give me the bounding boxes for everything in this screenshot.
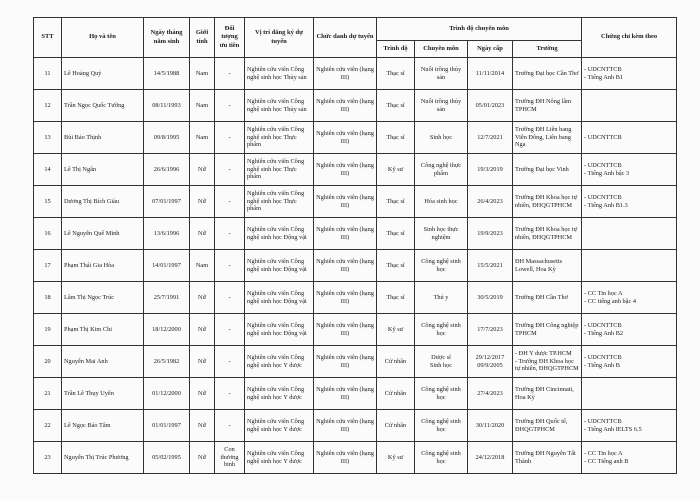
cell-priority: - bbox=[215, 346, 245, 378]
cell-dob: 26/6/1996 bbox=[144, 154, 190, 186]
cell-stt: 20 bbox=[34, 346, 62, 378]
cell-priority: - bbox=[215, 282, 245, 314]
cell-major: Nuôi trồng thủy sản bbox=[415, 58, 468, 90]
cell-dob: 18/12/2000 bbox=[144, 314, 190, 346]
table-row bbox=[34, 218, 677, 250]
cell-stt: 11 bbox=[34, 58, 62, 90]
cell-date: 15/5/2021 bbox=[468, 250, 513, 282]
cell-title: Nghiên cứu viên (hạng III) bbox=[314, 218, 377, 250]
cell-level: Thạc sĩ bbox=[377, 186, 415, 218]
cell-certs: - CC Tin học A - CC Tiếng anh B bbox=[582, 442, 677, 474]
cell-position: Nghiên cứu viên Công nghệ sinh học Động vật bbox=[245, 250, 314, 282]
cell-dob: 05/02/1995 bbox=[144, 442, 190, 474]
cell-stt: 16 bbox=[34, 218, 62, 250]
cell-school: Trường ĐH Cần Thơ bbox=[513, 282, 582, 314]
table-row bbox=[34, 90, 677, 122]
cell-priority: - bbox=[215, 154, 245, 186]
table-row bbox=[34, 314, 677, 346]
cell-gender: Nữ bbox=[190, 378, 215, 410]
table-row bbox=[34, 346, 677, 378]
cell-name: Lê Ngọc Bảo Tâm bbox=[62, 410, 144, 442]
cell-major: Công nghệ thực phẩm bbox=[415, 154, 468, 186]
cell-priority: - bbox=[215, 314, 245, 346]
cell-level: Thạc sĩ bbox=[377, 218, 415, 250]
cell-date: 11/11/2014 bbox=[468, 58, 513, 90]
cell-school: Trường ĐH Liên bang Viễn Đông, Liên bang Nga bbox=[513, 122, 582, 154]
cell-dob: 01/01/1997 bbox=[144, 410, 190, 442]
header-title: Chức danh dự tuyển bbox=[314, 18, 377, 58]
cell-level: Kỹ sư bbox=[377, 154, 415, 186]
cell-major: Sinh học thực nghiệm bbox=[415, 218, 468, 250]
header-name: Họ và tên bbox=[62, 18, 144, 58]
cell-certs: - UDCNTTCB - Tiếng Anh bậc 3 bbox=[582, 154, 677, 186]
cell-name: Lê Nguyễn Quế Minh bbox=[62, 218, 144, 250]
cell-stt: 21 bbox=[34, 378, 62, 410]
cell-priority: - bbox=[215, 410, 245, 442]
cell-gender: Nữ bbox=[190, 442, 215, 474]
cell-date: 19/3/2019 bbox=[468, 154, 513, 186]
cell-school: Trường Đại học Cần Thơ bbox=[513, 58, 582, 90]
cell-major: Hóa sinh học bbox=[415, 186, 468, 218]
cell-dob: 09/8/1995 bbox=[144, 122, 190, 154]
cell-gender: Nam bbox=[190, 122, 215, 154]
cell-certs bbox=[582, 250, 677, 282]
cell-school: Trường ĐH Cincinnati, Hoa Kỳ bbox=[513, 378, 582, 410]
cell-title: Nghiên cứu viên (hạng III) bbox=[314, 282, 377, 314]
cell-date: 30/11/2020 bbox=[468, 410, 513, 442]
cell-priority: - bbox=[215, 90, 245, 122]
cell-gender: Nữ bbox=[190, 346, 215, 378]
cell-dob: 07/01/1997 bbox=[144, 186, 190, 218]
cell-major: Nuôi trồng thủy sản bbox=[415, 90, 468, 122]
cell-priority: - bbox=[215, 186, 245, 218]
cell-school: Trường Đại học Vinh bbox=[513, 154, 582, 186]
cell-school: Trường ĐH Nông lâm TPHCM bbox=[513, 90, 582, 122]
cell-certs: - UDCNTTCB bbox=[582, 122, 677, 154]
cell-certs: - UDCNTTCB - Tiếng Anh B1.3 bbox=[582, 186, 677, 218]
cell-major: Sinh học bbox=[415, 122, 468, 154]
cell-certs bbox=[582, 90, 677, 122]
cell-level: Cử nhân bbox=[377, 410, 415, 442]
header-date: Ngày cấp bbox=[468, 41, 513, 58]
cell-dob: 13/6/1996 bbox=[144, 218, 190, 250]
cell-date: 30/5/2019 bbox=[468, 282, 513, 314]
cell-dob: 14/5/1988 bbox=[144, 58, 190, 90]
cell-position: Nghiên cứu viên Công nghệ sinh học Y dược bbox=[245, 346, 314, 378]
cell-priority: - bbox=[215, 218, 245, 250]
cell-name: Phạm Thị Kim Chi bbox=[62, 314, 144, 346]
cell-school: Trường ĐH Khoa học tự nhiên, ĐHQGTPHCM bbox=[513, 218, 582, 250]
cell-level: Thạc sĩ bbox=[377, 90, 415, 122]
cell-stt: 17 bbox=[34, 250, 62, 282]
cell-stt: 13 bbox=[34, 122, 62, 154]
cell-title: Nghiên cứu viên (hạng III) bbox=[314, 378, 377, 410]
table-row bbox=[34, 442, 677, 474]
cell-school: - ĐH Y dược TP.HCM - Trường ĐH Khoa học tự nhiên, ĐHQGTPHCM bbox=[513, 346, 582, 378]
cell-title: Nghiên cứu viên (hạng III) bbox=[314, 154, 377, 186]
header-priority: Đối tượng ưu tiên bbox=[215, 18, 245, 58]
header-school: Trường bbox=[513, 41, 582, 58]
header-gender: Giới tính bbox=[190, 18, 215, 58]
cell-major: Công nghệ sinh học bbox=[415, 378, 468, 410]
cell-title: Nghiên cứu viên (hạng III) bbox=[314, 314, 377, 346]
cell-level: Cử nhân bbox=[377, 346, 415, 378]
cell-certs: - UDCNTTCB - Tiếng Anh B2 bbox=[582, 314, 677, 346]
cell-position: Nghiên cứu viên Công nghệ sinh học Thủy sản bbox=[245, 90, 314, 122]
cell-position: Nghiên cứu viên Công nghệ sinh học Y dược bbox=[245, 442, 314, 474]
cell-title: Nghiên cứu viên (hạng III) bbox=[314, 186, 377, 218]
cell-level: Thạc sĩ bbox=[377, 282, 415, 314]
cell-certs: - UDCNTTCB - Tiếng Anh B bbox=[582, 346, 677, 378]
cell-certs bbox=[582, 218, 677, 250]
header-row-1 bbox=[34, 18, 677, 41]
cell-major: Công nghệ sinh học bbox=[415, 250, 468, 282]
table-row bbox=[34, 410, 677, 442]
cell-date: 24/12/2018 bbox=[468, 442, 513, 474]
cell-school: Trường ĐH Quốc tế, ĐHQGTPHCM bbox=[513, 410, 582, 442]
cell-major: Công nghệ sinh học bbox=[415, 442, 468, 474]
cell-date: 27/4/2023 bbox=[468, 378, 513, 410]
cell-major: Thú y bbox=[415, 282, 468, 314]
table-body bbox=[34, 58, 677, 474]
table-row bbox=[34, 250, 677, 282]
cell-name: Lê Hoàng Quý bbox=[62, 58, 144, 90]
header-expertise: Trình độ chuyên môn bbox=[377, 18, 582, 41]
cell-gender: Nữ bbox=[190, 410, 215, 442]
cell-name: Trần Lê Thụy Uyên bbox=[62, 378, 144, 410]
cell-gender: Nữ bbox=[190, 314, 215, 346]
header-major: Chuyên môn bbox=[415, 41, 468, 58]
cell-dob: 25/7/1991 bbox=[144, 282, 190, 314]
header-stt: STT bbox=[34, 18, 62, 58]
cell-school: Trường ĐH Khoa học tự nhiên, ĐHQGTPHCM bbox=[513, 186, 582, 218]
cell-stt: 14 bbox=[34, 154, 62, 186]
cell-level: Cử nhân bbox=[377, 378, 415, 410]
cell-title: Nghiên cứu viên (hạng III) bbox=[314, 410, 377, 442]
cell-stt: 19 bbox=[34, 314, 62, 346]
table-row bbox=[34, 282, 677, 314]
table-row bbox=[34, 154, 677, 186]
table-row bbox=[34, 122, 677, 154]
header-position: Vị trí đăng ký dự tuyển bbox=[245, 18, 314, 58]
cell-major: Công nghệ sinh học bbox=[415, 314, 468, 346]
cell-name: Trần Ngọc Quốc Tường bbox=[62, 90, 144, 122]
table-row bbox=[34, 378, 677, 410]
cell-certs bbox=[582, 378, 677, 410]
cell-position: Nghiên cứu viên Công nghệ sinh học Động vật bbox=[245, 218, 314, 250]
cell-stt: 22 bbox=[34, 410, 62, 442]
cell-level: Kỹ sư bbox=[377, 314, 415, 346]
cell-gender: Nam bbox=[190, 58, 215, 90]
cell-priority: - bbox=[215, 122, 245, 154]
table-row bbox=[34, 58, 677, 90]
table-row bbox=[34, 186, 677, 218]
cell-certs: - CC Tin học A - CC tiếng anh bậc 4 bbox=[582, 282, 677, 314]
cell-title: Nghiên cứu viên (hạng III) bbox=[314, 250, 377, 282]
cell-dob: 08/11/1993 bbox=[144, 90, 190, 122]
cell-position: Nghiên cứu viên Công nghệ sinh học Động vật bbox=[245, 282, 314, 314]
cell-dob: 14/01/1997 bbox=[144, 250, 190, 282]
cell-gender: Nữ bbox=[190, 154, 215, 186]
cell-dob: 26/5/1982 bbox=[144, 346, 190, 378]
cell-position: Nghiên cứu viên Công nghệ sinh học Y dược bbox=[245, 410, 314, 442]
cell-title: Nghiên cứu viên (hạng III) bbox=[314, 58, 377, 90]
cell-gender: Nam bbox=[190, 250, 215, 282]
cell-gender: Nam bbox=[190, 90, 215, 122]
cell-position: Nghiên cứu viên Công nghệ sinh học Thủy sản bbox=[245, 58, 314, 90]
cell-title: Nghiên cứu viên (hạng III) bbox=[314, 90, 377, 122]
cell-gender: Nữ bbox=[190, 282, 215, 314]
cell-position: Nghiên cứu viên Công nghệ sinh học Thực phẩm bbox=[245, 122, 314, 154]
cell-level: Thạc sĩ bbox=[377, 122, 415, 154]
cell-priority: - bbox=[215, 58, 245, 90]
cell-stt: 12 bbox=[34, 90, 62, 122]
cell-level: Kỹ sư bbox=[377, 442, 415, 474]
cell-name: Lê Thị Ngân bbox=[62, 154, 144, 186]
cell-date: 29/12/2017 09/9/2005 bbox=[468, 346, 513, 378]
cell-title: Nghiên cứu viên (hạng III) bbox=[314, 122, 377, 154]
header-dob: Ngày tháng năm sinh bbox=[144, 18, 190, 58]
cell-certs: - UDCNTTCB - Tiếng Anh B1 bbox=[582, 58, 677, 90]
cell-stt: 18 bbox=[34, 282, 62, 314]
cell-dob: 01/12/2000 bbox=[144, 378, 190, 410]
cell-priority: Con thương binh bbox=[215, 442, 245, 474]
header-certs: Chứng chỉ kèm theo bbox=[582, 18, 677, 58]
cell-name: Dương Thị Bích Giàu bbox=[62, 186, 144, 218]
cell-level: Thạc sĩ bbox=[377, 58, 415, 90]
cell-priority: - bbox=[215, 250, 245, 282]
cell-date: 05/01/2023 bbox=[468, 90, 513, 122]
cell-date: 19/9/2023 bbox=[468, 218, 513, 250]
cell-major: Dược sĩ Sinh học bbox=[415, 346, 468, 378]
cell-gender: Nữ bbox=[190, 218, 215, 250]
candidate-table bbox=[33, 17, 677, 474]
cell-position: Nghiên cứu viên Công nghệ sinh học Động vật bbox=[245, 314, 314, 346]
cell-stt: 15 bbox=[34, 186, 62, 218]
cell-major: Công nghệ sinh học bbox=[415, 410, 468, 442]
cell-priority: - bbox=[215, 378, 245, 410]
cell-title: Nghiên cứu viên (hạng III) bbox=[314, 346, 377, 378]
cell-title: Nghiên cứu viên (hạng III) bbox=[314, 442, 377, 474]
cell-level: Thạc sĩ bbox=[377, 250, 415, 282]
cell-date: 26/4/2023 bbox=[468, 186, 513, 218]
cell-name: Nguyễn Thị Trúc Phương bbox=[62, 442, 144, 474]
cell-school: Trường ĐH Công nghiệp TPHCM bbox=[513, 314, 582, 346]
cell-certs: - UDCNTTCB - Tiếng Anh IELTS 6.5 bbox=[582, 410, 677, 442]
cell-name: Lâm Thị Ngọc Trúc bbox=[62, 282, 144, 314]
cell-stt: 23 bbox=[34, 442, 62, 474]
cell-name: Nguyễn Mai Anh bbox=[62, 346, 144, 378]
header-level: Trình độ bbox=[377, 41, 415, 58]
cell-position: Nghiên cứu viên Công nghệ sinh học Thực phẩm bbox=[245, 186, 314, 218]
cell-position: Nghiên cứu viên Công nghệ sinh học Thực phẩm bbox=[245, 154, 314, 186]
cell-position: Nghiên cứu viên Công nghệ sinh học Y dược bbox=[245, 378, 314, 410]
cell-school: Trường ĐH Nguyễn Tất Thành bbox=[513, 442, 582, 474]
cell-date: 12/7/2021 bbox=[468, 122, 513, 154]
cell-school: ĐH Massachusetts Lowell, Hoa Kỳ bbox=[513, 250, 582, 282]
cell-date: 17/7/2023 bbox=[468, 314, 513, 346]
cell-name: Bùi Bảo Thịnh bbox=[62, 122, 144, 154]
cell-name: Phạm Thái Gia Hòa bbox=[62, 250, 144, 282]
cell-gender: Nữ bbox=[190, 186, 215, 218]
